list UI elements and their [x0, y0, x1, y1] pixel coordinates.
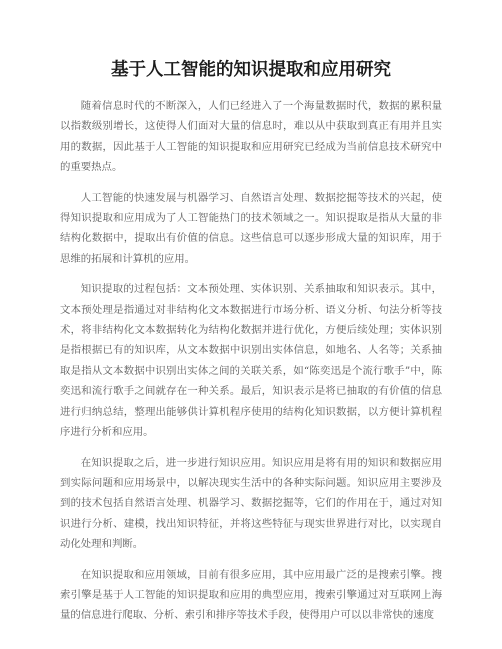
paragraph-2: 人工智能的快速发展与机器学习、自然语言处理、数据挖掘等技术的兴起，使得知识提取和应用成为了人工智能热门的技术领域之一。知识提取是指从大量的非结构化数据中，提取出有价值的信息。这些信息可以逐步形成大量的知识库，用于思维的拓展和计算机的应用。 — [60, 191, 442, 265]
paragraph-3: 知识提取的过程包括：文本预处理、实体识别、关系抽取和知识表示。其中，文本预处理是指通过对非结构化文本数据进行市场分析、语义分析、句法分析等技术，将非结构化文本数据转化为结构化数据并进行优化，方便后续处理；实体识别是指根据已有的知识库，从文本数据中识别出实体信息，如地名、人名等；关系抽取是指从文本数据中识别出实体之间的关联关系，如“陈奕迅是个流行歌手”中，陈奕迅和流行歌手之间就存在一种关系。最后，知识表示是将已抽取的有价值的信息进行归纳总结，整理出能够供计算机程序使用的结构化知识数据，以方便计算机程序进行分析和应用。 — [60, 283, 442, 439]
paragraph-1: 随着信息时代的不断深入，人们已经进入了一个海量数据时代，数据的累积量以指数级别增长，这使得人们面对大量的信息时，难以从中获取到真正有用并且实用的数据，因此基于人工智能的知识提取和应用研究已经成为当前信息技术研究中的重要热点。 — [60, 100, 442, 174]
paragraph-5: 在知识提取和应用领域，目前有很多应用，其中应用最广泛的是搜索引擎。搜索引擎是基于人工智能的知识提取和应用的典型应用，搜索引擎通过对互联网上海量的信息进行爬取、分析、索引和排序等技术手段，使得用户可以以非常快的速度 — [60, 568, 442, 622]
document-title: 基于人工智能的知识提取和应用研究 — [111, 60, 391, 80]
paragraph-4: 在知识提取之后，进一步进行知识应用。知识应用是将有用的知识和数据应用到实际问题和应用场景中，以解决现实生活中的各种实际问题。知识应用主要涉及到的技术包括自然语言处理、机器学习、数据挖掘等，它们的作用在于，通过对知识进行分析、建模，找出知识特征，并将这些特征与现实世界进行对比，以实现自动化处理和判断。 — [60, 456, 442, 551]
